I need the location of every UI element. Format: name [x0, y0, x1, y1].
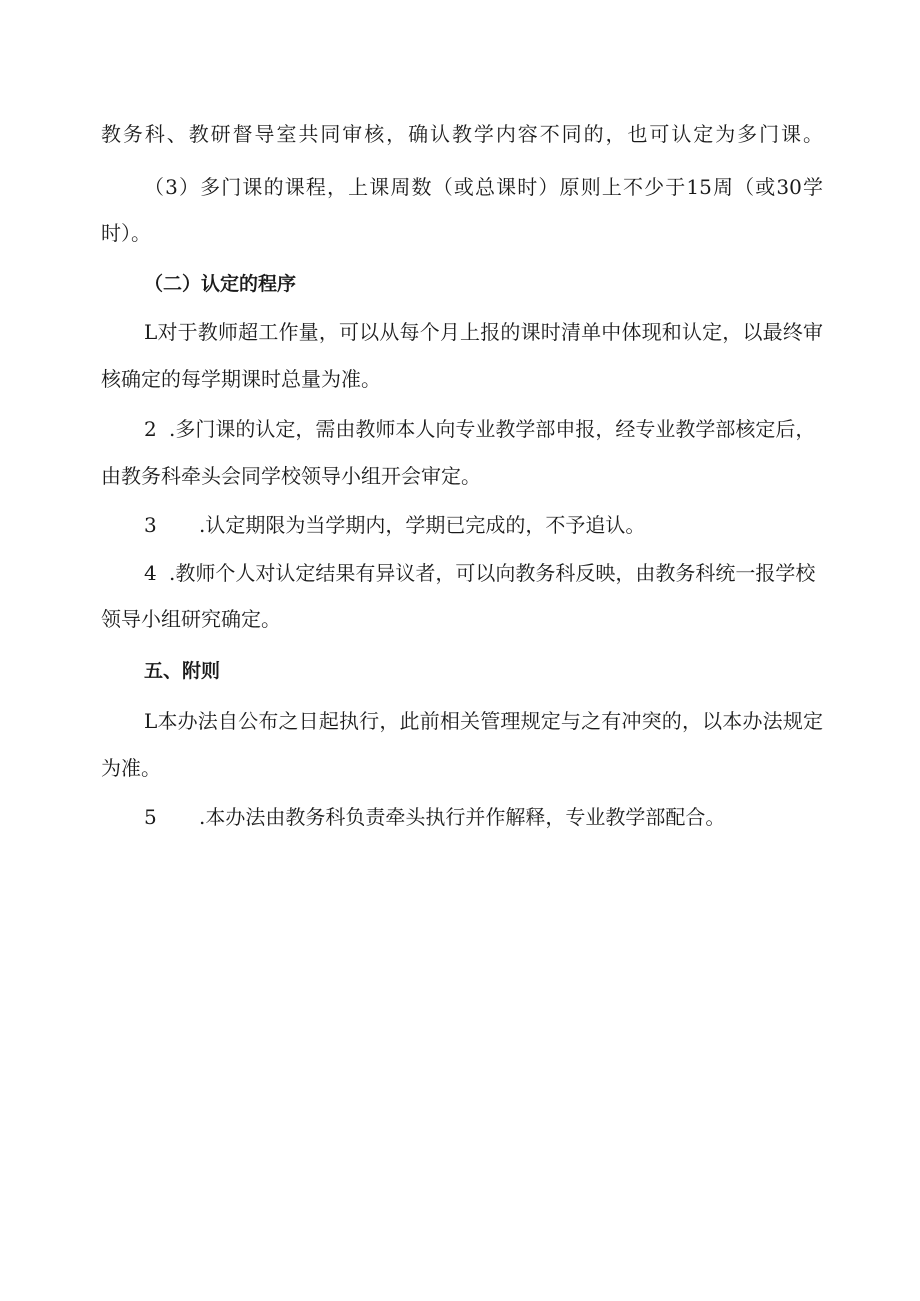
- list-item: [144, 803, 725, 831]
- paragraph-line: 教务科、教研督导室共同审核，确认教学内容不同的，也可认定为多门课。: [101, 122, 823, 146]
- list-number: 4: [144, 561, 157, 585]
- list-text: .本办法由教务科负责牵头执行并作解释，专业教学部配合。: [199, 805, 726, 829]
- section-heading: （二）认定的程序: [144, 273, 297, 295]
- list-text: .认定期限为当学期内，学期已完成的，不予追认。: [199, 513, 646, 537]
- list-number: 3: [144, 513, 157, 537]
- list-item: [144, 511, 645, 539]
- paragraph-line: L本办法自公布之日起执行，此前相关管理规定与之有冲突的，以本办法规定: [144, 709, 823, 733]
- list-number: 5: [144, 805, 157, 829]
- list-text: .多门课的认定，需由教师本人向专业教学部申报，经专业教学部核定后，: [169, 417, 816, 441]
- paragraph-line: 为准。: [101, 756, 161, 780]
- list-number: 2: [144, 417, 157, 441]
- list-item: [144, 415, 823, 443]
- list-text: .教师个人对认定结果有异议者，可以向教务科反映，由教务科统一报学校: [169, 561, 816, 585]
- list-item: [144, 559, 823, 587]
- paragraph-line: 时）。: [101, 221, 151, 245]
- paragraph-line: 核确定的每学期课时总量为准。: [101, 367, 381, 391]
- section-heading: 五、附则: [144, 660, 221, 682]
- paragraph-line: L对于教师超工作量，可以从每个月上报的课时清单中体现和认定，以最终审: [144, 320, 823, 344]
- paragraph-line: （3）多门课的课程，上课周数（或总课时）原则上不少于15周（或30学: [144, 175, 823, 199]
- paragraph-line: 由教务科牵头会同学校领导小组开会审定。: [101, 464, 481, 488]
- paragraph-line: 领导小组研究确定。: [101, 607, 281, 631]
